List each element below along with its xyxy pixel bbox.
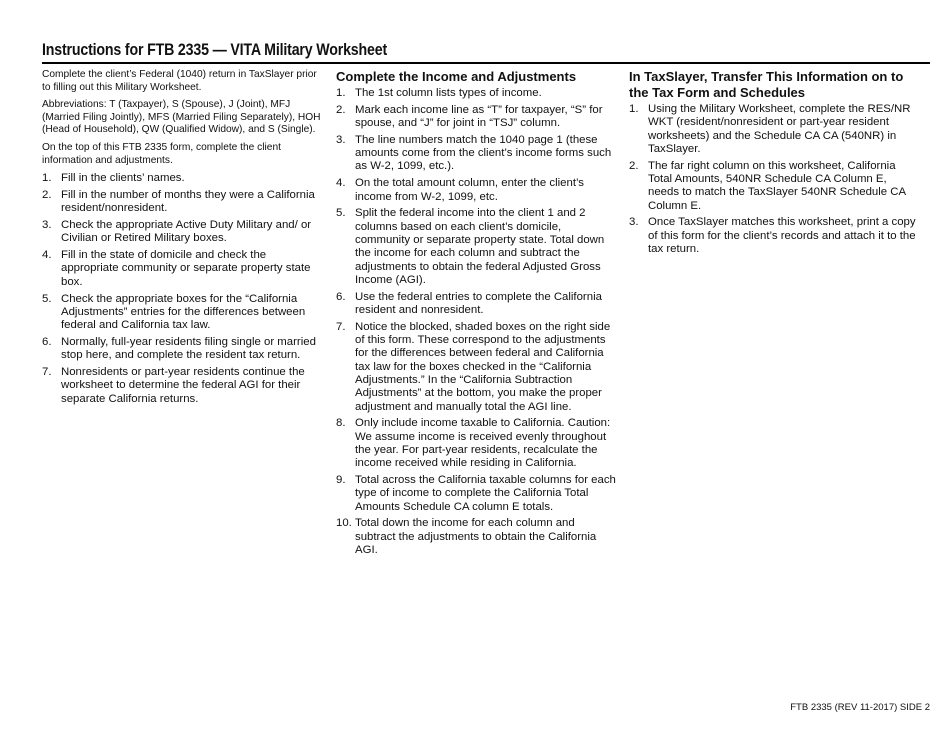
- item-text: Check the appropriate boxes for the “California Adjustments” entries for the differences between federal and California tax law.: [61, 292, 306, 332]
- item-number: 7.: [42, 366, 52, 379]
- item-number: 7.: [336, 320, 346, 333]
- item-number: 1.: [42, 172, 52, 185]
- column-taxslayer-transfer: [629, 69, 919, 260]
- title-divider: [42, 62, 930, 64]
- list-item: [336, 134, 618, 174]
- item-number: 3.: [336, 133, 346, 146]
- item-number: 5.: [42, 292, 52, 305]
- item-text: The line numbers match the 1040 page 1 (these amounts come from the client’s income forms such as W-2, 1099, etc.).: [355, 133, 612, 173]
- item-text: Fill in the clients’ names.: [61, 172, 185, 185]
- instructions-page: [42, 40, 930, 556]
- item-text: Only include income taxable to California. Caution: We assume income is received evenly throughout the year. For part-year residents, recalculate the income received while residing in California.: [355, 417, 611, 470]
- item-number: 3.: [629, 216, 639, 229]
- item-text: The 1st column lists types of income.: [355, 87, 542, 99]
- list-item: [42, 219, 324, 246]
- abbreviations-paragraph: Abbreviations: T (Taxpayer), S (Spouse), J (Joint), MFJ (Married Filing Jointly), MFS (Married Filing Separately), HOH (Head of Household), QW (Qualified Widow), and S (Single).: [42, 99, 321, 136]
- item-number: 8.: [336, 417, 346, 430]
- instruction-list: [336, 87, 618, 557]
- item-number: 5.: [336, 207, 346, 220]
- instruction-list: [629, 103, 919, 256]
- list-item: [336, 207, 618, 287]
- list-item: [629, 160, 919, 213]
- item-text: Fill in the number of months they were a California resident/nonresident.: [61, 188, 315, 215]
- item-number: 2.: [629, 159, 639, 172]
- list-item: [629, 216, 919, 256]
- list-item: [336, 417, 618, 470]
- list-item: [629, 103, 919, 156]
- item-number: 10.: [336, 517, 352, 530]
- item-text: Using the Military Worksheet, complete the RES/NR WKT (resident/nonresident or part-year resident worksheets) and the Schedule CA CA (540NR) in TaxSlayer.: [648, 103, 911, 155]
- list-item: [336, 104, 618, 131]
- item-text: Check the appropriate Active Duty Military and/ or Civilian or Retired Military boxes.: [61, 219, 312, 245]
- item-number: 6.: [336, 290, 346, 303]
- item-number: 1.: [336, 87, 346, 99]
- item-text: Total down the income for each column and subtract the adjustments to obtain the California AGI.: [355, 517, 597, 556]
- item-text: Notice the blocked, shaded boxes on the right side of this form. These correspond to the adjustments for the differences between federal and California tax law for the boxes checked in the “California Adjustments.” In the “California Subtraction Adjustments” at the bottom, you make the proper adjustment and manually total the AGI line.: [355, 320, 611, 413]
- list-item: [336, 321, 618, 414]
- list-item: [42, 336, 324, 363]
- list-item: [42, 172, 324, 185]
- item-text: Total across the California taxable columns for each type of income to complete the California Total Amounts Schedule CA column E totals.: [355, 474, 616, 513]
- instruction-list: [42, 172, 324, 406]
- item-number: 4.: [42, 249, 52, 262]
- list-item: [42, 249, 324, 289]
- item-text: Split the federal income into the client 1 and 2 columns based on each client’s domicile, community or separate property state. Total down the income for each column and subtract the adjustments to obtain the federal Adjusted Gross Income (AGI).: [355, 207, 605, 286]
- item-number: 2.: [42, 188, 52, 201]
- item-text: Nonresidents or part-year residents continue the worksheet to determine the federal AGI for their separate California returns.: [61, 366, 305, 405]
- item-text: The far right column on this worksheet, California Total Amounts, 540NR Schedule CA Column E, needs to match the TaxSlayer 540NR Schedule CA Column E.: [648, 159, 906, 212]
- section-heading: Complete the Income and Adjustments: [336, 69, 577, 84]
- item-text: Normally, full-year residents filing single or married stop here, and complete the resident tax return.: [61, 335, 316, 362]
- item-number: 2.: [336, 103, 346, 116]
- intro-paragraph: Complete the client’s Federal (1040) return in TaxSlayer prior to filling out this Military Worksheet.: [42, 69, 317, 93]
- section-heading: In TaxSlayer, Transfer This Information on to the Tax Form and Schedules: [629, 69, 904, 100]
- list-item: [336, 177, 618, 204]
- form-footer: FTB 2335 (REV 11-2017) SIDE 2: [790, 702, 930, 713]
- list-item: [336, 291, 618, 318]
- item-text: On the total amount column, enter the client’s income from W-2, 1099, etc.: [355, 177, 584, 203]
- item-number: 3.: [42, 219, 52, 232]
- intro-paragraph: On the top of this FTB 2335 form, complete the client information and adjustments.: [42, 141, 281, 166]
- item-number: 4.: [336, 177, 346, 190]
- column-income-adjustments: [336, 69, 618, 561]
- item-text: Fill in the state of domicile and check the appropriate community or separate property state box.: [61, 249, 311, 288]
- list-item: [336, 87, 618, 100]
- item-text: Mark each income line as “T” for taxpayer, “S” for spouse, and “J” for joint in “TSJ” column.: [355, 103, 603, 130]
- item-number: 9.: [336, 474, 346, 487]
- item-text: Once TaxSlayer matches this worksheet, print a copy of this form for the client’s records and attach it to the tax return.: [648, 216, 916, 255]
- column-general-instructions: [42, 69, 324, 409]
- item-number: 6.: [42, 335, 52, 348]
- list-item: [336, 474, 618, 514]
- item-text: Use the federal entries to complete the California resident and nonresident.: [355, 290, 602, 316]
- list-item: [42, 189, 324, 216]
- list-item: [42, 293, 324, 333]
- list-item: [336, 517, 618, 557]
- item-number: 1.: [629, 103, 639, 115]
- page-title: Instructions for FTB 2335 — VITA Military Worksheet: [42, 41, 387, 59]
- list-item: [42, 366, 324, 406]
